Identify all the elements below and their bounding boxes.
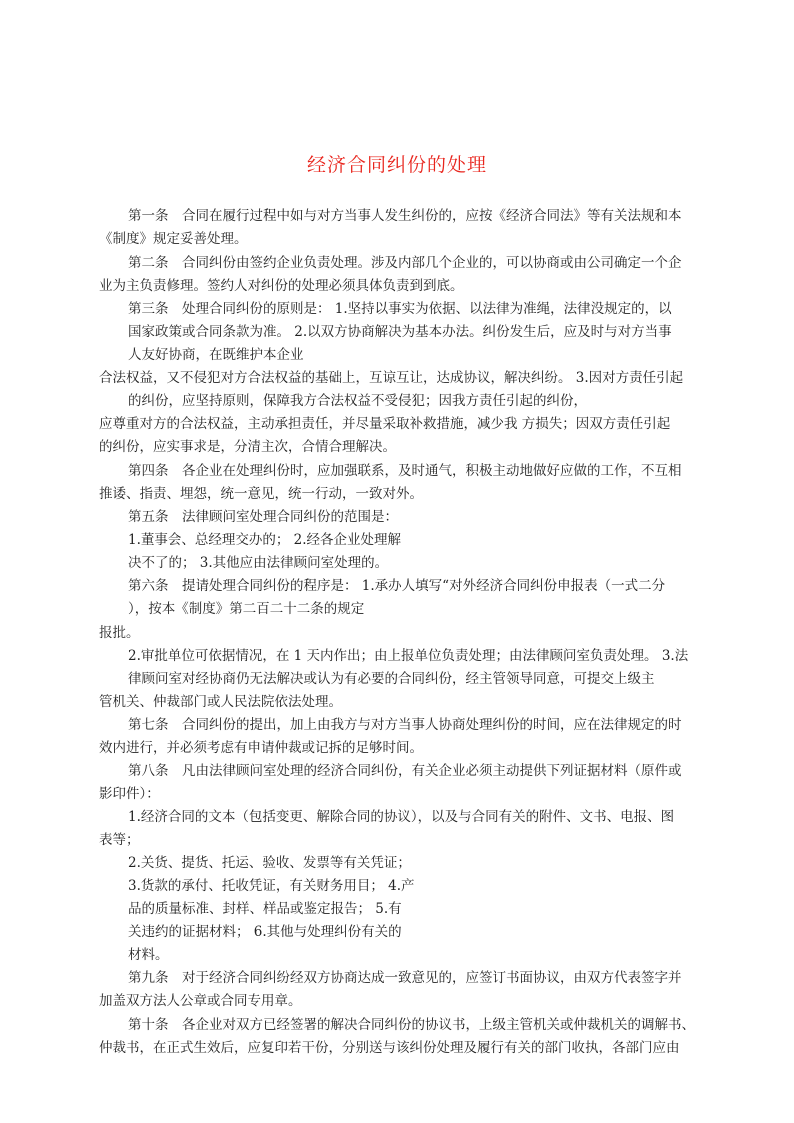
text-line: 影印件）：	[99, 786, 160, 802]
text-line: 第六条 提请处理合同纠份的程序是： 1.承办人填写“对外经济合同纠份申报表（一式二分	[128, 578, 666, 594]
text-line: 的纠份，应实事求是，分清主次，合情合理解决。	[99, 439, 396, 455]
text-line: 的纠份，应坚持原则，保障我方合法权益不受侵犯；因我方责任引起的纠份，	[128, 393, 587, 409]
document-title: 经济合同纠份的处理	[306, 154, 487, 176]
text-line: 效内进行，并必须考虑有申请仲裁或记拆的足够时间。	[99, 740, 423, 756]
text-line: 2.关货、提货、托运、验收、发票等有关凭证；	[128, 855, 411, 871]
text-line: 品的质量标准、封样、样品或鉴定报告； 5.有	[128, 901, 402, 917]
text-line: 关违约的证据材料； 6.其他与处理纠份有关的	[128, 924, 402, 940]
text-line: 第十条 各企业对双方已经签署的解决合同纠份的协议书，上级主管机关或仲裁机关的调解书、	[128, 1017, 695, 1033]
text-line: 决不了的； 3.其他应由法律顾问室处理的。	[128, 555, 389, 571]
text-line: 报批。	[99, 625, 140, 641]
text-line: 《制度》规定妥善处理。	[99, 231, 248, 247]
text-line: 推诿、指责、埋怨，统一意见，统一行动，一致对外。	[99, 486, 423, 502]
text-line: 国家政策或合同条款为准。 2.以双方协商解决为基本办法。纠份发生后，应及时与对方当事	[128, 324, 672, 340]
text-line: 应尊重对方的合法权益，主动承担责任，并尽量采取补救措施，减少我 方损失；因双方责任引起	[99, 416, 671, 432]
text-line: 第五条 法律顾问室处理合同纠份的范围是：	[128, 509, 398, 525]
text-line: 合法权益，又不侵犯对方合法权益的基础上，互谅互让，达成协议，解决纠纷。 3.因对方责任引起	[99, 370, 684, 386]
text-line: 人友好协商，在既维护本企业	[128, 347, 304, 363]
text-line: 第四条 各企业在处理纠份时，应加强联系，及时通气，积极主动地做好应做的工作，不互相	[128, 463, 682, 479]
text-line: 1.经济合同的文本（包括变更、解除合同的协议），以及与合同有关的附件、文书、电报、图	[128, 809, 675, 825]
text-line: 表等；	[99, 832, 140, 848]
text-line: 加盖双方法人公章或合同专用章。	[99, 993, 302, 1009]
text-line: 第九条 对于经济合同纠纷经双方协商达成一致意见的，应签订书面协议，由双方代表签字并	[128, 970, 682, 986]
text-line: 第八条 凡由法律顾问室处理的经济合同纠份，有关企业必须主动提供下列证据材料（原件或	[128, 763, 682, 779]
text-line: 管机关、仲裁部门或人民法院依法处理。	[99, 694, 342, 710]
text-line: 第二条 合同纠份由签约企业负责处理。涉及内部几个企业的，可以协商或由公司确定一个企	[128, 255, 682, 271]
text-line: ），按本《制度》第二百二十二条的规定	[128, 601, 365, 617]
text-line: 律顾问室对经协商仍无法解决或认为有必要的合同纠份，经主管领导同意，可提交上级主	[128, 671, 655, 687]
text-line: 第七条 合同纠份的提出，加上由我方与对方当事人协商处理纠份的时间，应在法律规定的时	[128, 717, 682, 733]
text-line: 第一条 合同在履行过程中如与对方当事人发生纠份的，应按《经济合同法》等有关法规和本	[128, 208, 682, 224]
text-line: 3.货款的承付、托收凭证，有关财务用目； 4.产	[128, 878, 415, 894]
text-line: 仲裁书，在正式生效后，应复印若干份，分别送与该纠份处理及履行有关的部门收执，各部门应由	[99, 1040, 680, 1056]
text-line: 材料。	[128, 947, 169, 963]
text-line: 2.审批单位可依据情况，在 1 天内作出；由上报单位负责处理；由法律顾问室负责处理。 3.法	[128, 648, 689, 664]
text-line: 第三条 处理合同纠份的原则是： 1.坚持以事实为依据、以法律为准绳，法律没规定的，以	[128, 301, 672, 317]
text-line: 业为主负责修理。签约人对纠份的处理必须具体负责到到底。	[99, 278, 464, 294]
text-line: 1.董事会、总经理交办的； 2.经各企业处理解	[128, 532, 402, 548]
